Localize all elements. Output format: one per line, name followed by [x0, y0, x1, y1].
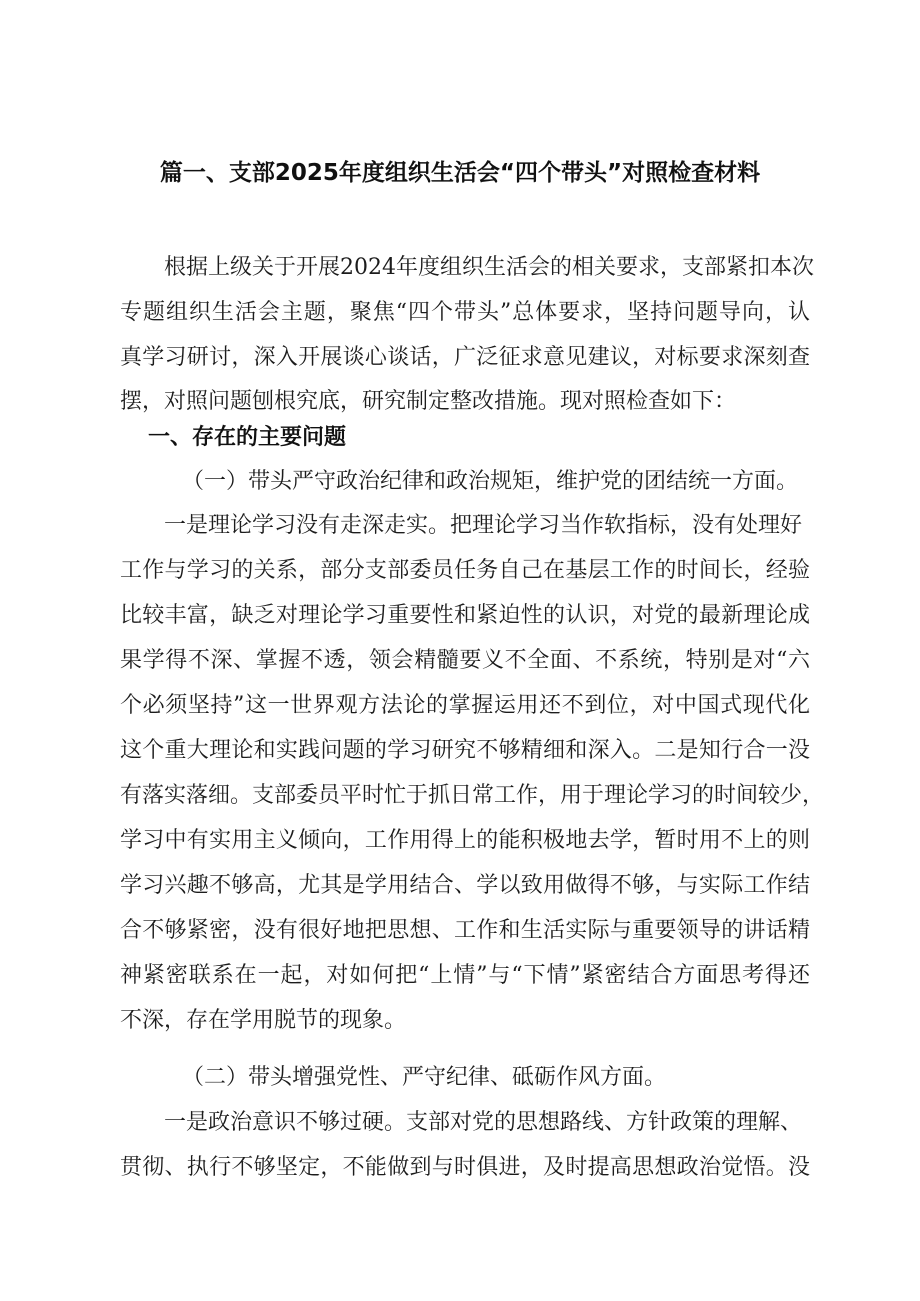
paragraph-line: 不深，存在学用脱节的现象。 [120, 1008, 407, 1033]
paragraph-line: 学习中有实用主义倾向，工作用得上的能积极地去学，暂时用不上的则 [120, 828, 810, 853]
paragraph-line: 神紧密联系在一起，对如何把“上情”与“下情”紧密结合方面思考得还 [120, 963, 810, 988]
paragraph-line: 学习兴趣不够高，尤其是学用结合、学以致用做得不够，与实际工作结 [120, 873, 810, 898]
paragraph-line: 有落实落细。支部委员平时忙于抓日常工作，用于理论学习的时间较少， [120, 783, 825, 808]
intro-line-2: 专题组织生活会主题，聚焦“四个带头”总体要求，坚持问题导向，认 [120, 300, 810, 325]
paragraph-line: 这个重大理论和实践问题的学习研究不够精细和深入。二是知行合一没 [120, 738, 810, 763]
intro-line-4: 摆，对照问题刨根究底，研究制定整改措施。现对照检查如下： [120, 389, 737, 414]
intro-line-1: 根据上级关于开展2024年度组织生活会的相关要求，支部紧扣本次 [164, 255, 814, 280]
paragraph-line: 合不够紧密，没有很好地把思想、工作和生活实际与重要领导的讲话精 [120, 918, 810, 943]
paragraph-line: 贯彻、执行不够坚定，不能做到与时俱进，及时提高思想政治觉悟。没 [120, 1155, 810, 1180]
section-heading-problems: 一、存在的主要问题 [148, 425, 347, 450]
paragraph-line: 工作与学习的关系，部分支部委员任务自己在基层工作的时间长，经验 [120, 558, 810, 583]
paragraph-line: 一是政治意识不够过硬。支部对党的思想路线、方针政策的理解、 [164, 1110, 803, 1135]
intro-line-3: 真学习研讨，深入开展谈心谈话，广泛征求意见建议，对标要求深刻查 [120, 345, 810, 370]
paragraph-line: 个必须坚持”这一世界观方法论的掌握运用还不到位，对中国式现代化 [120, 693, 810, 718]
paragraph-line: 一是理论学习没有走深走实。把理论学习当作软指标，没有处理好 [164, 513, 803, 538]
document-title: 篇一、支部2025年度组织生活会“四个带头”对照检查材料 [159, 160, 761, 186]
subsection-heading-2: （二）带头增强党性、严守纪律、砥砺作风方面。 [182, 1065, 667, 1090]
subsection-heading-1: （一）带头严守政治纪律和政治规矩，维护党的团结统一方面。 [182, 469, 799, 494]
paragraph-line: 比较丰富，缺乏对理论学习重要性和紧迫性的认识，对党的最新理论成 [120, 603, 810, 628]
paragraph-line: 果学得不深、掌握不透，领会精髓要义不全面、不系统，特别是对“六 [120, 648, 810, 673]
